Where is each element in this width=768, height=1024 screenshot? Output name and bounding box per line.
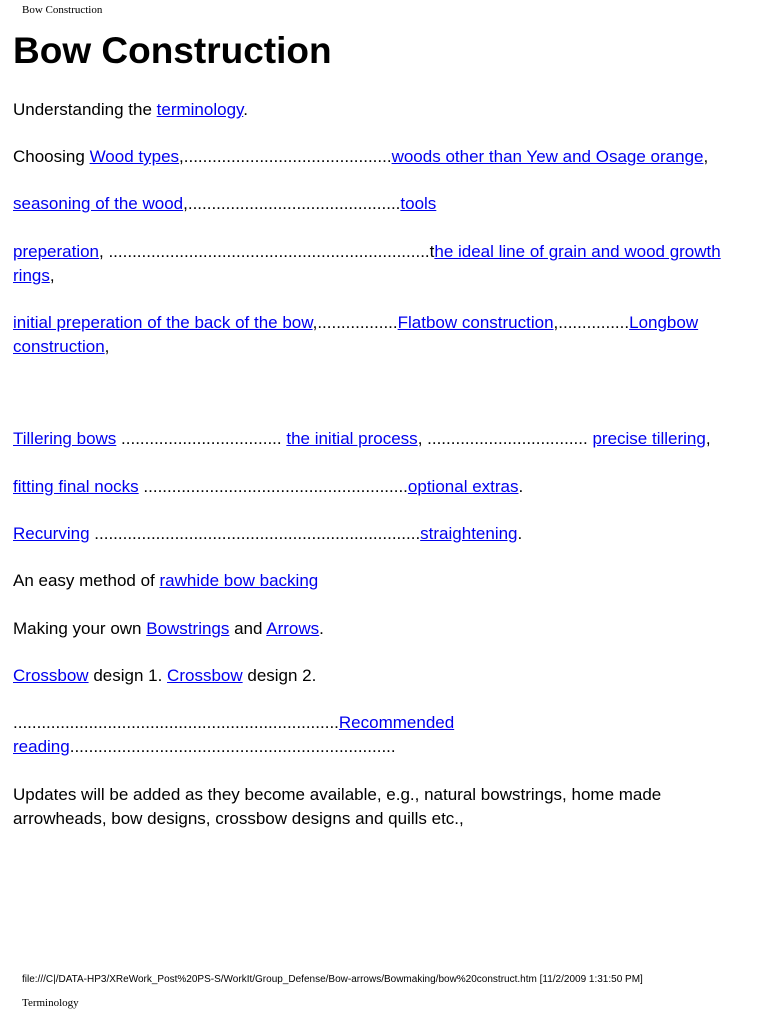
link-grain-line-cont[interactable]: rings — [13, 266, 50, 285]
page-title: Bow Construction — [13, 30, 332, 71]
text: , — [705, 429, 711, 448]
text: Understanding the — [13, 100, 157, 119]
link-final-nocks[interactable]: fitting final nocks — [13, 477, 139, 496]
dot-leader: , ....................................................................t — [99, 242, 435, 261]
text: , — [49, 266, 55, 285]
link-other-woods[interactable]: woods other than Yew and Osage orange — [391, 147, 704, 166]
link-preperation[interactable]: preperation — [13, 242, 100, 261]
paragraph-back-prep — [13, 311, 698, 359]
link-crossbow-2[interactable]: Crossbow — [167, 666, 243, 685]
link-longbow-cont[interactable]: construction — [13, 337, 105, 356]
text: Making your own — [13, 619, 147, 638]
link-precise-tillering[interactable]: precise tillering — [592, 429, 706, 448]
link-recommended-reading[interactable]: Recommended — [338, 713, 455, 732]
text: design 2. — [242, 666, 317, 685]
link-terminology[interactable]: terminology — [156, 100, 244, 119]
dot-leader: ,................. — [312, 313, 398, 332]
text: An easy method of — [13, 571, 160, 590]
paragraph-seasoning — [13, 192, 436, 216]
dot-leader: .................................. — [116, 429, 287, 448]
link-flatbow[interactable]: Flatbow construction — [397, 313, 554, 332]
link-optional-extras[interactable]: optional extras — [407, 477, 519, 496]
link-tools[interactable]: tools — [400, 194, 437, 213]
text: , — [104, 337, 110, 356]
paragraph-preperation — [13, 240, 721, 288]
dot-leader: ..................................................................... — [69, 737, 396, 756]
dot-leader: ..................................................................... — [13, 713, 339, 732]
updates-line-2: arrowheads, bow designs, crossbow designs and quills etc., — [13, 809, 464, 828]
paragraph-recurving — [13, 522, 522, 546]
link-arrows[interactable]: Arrows — [266, 619, 320, 638]
text: . — [319, 619, 324, 638]
running-header: Bow Construction — [22, 4, 103, 16]
paragraph-reading — [13, 711, 454, 759]
dot-leader: ........................................................ — [138, 477, 408, 496]
updates-line-1: Updates will be added as they become available, e.g., natural bowstrings, home made — [13, 785, 662, 804]
footer-file-path: file:///C|/DATA-HP3/XReWork_Post%20PS-S/WorkIt/Group_Defense/Bow-arrows/Bowmaking/bow%20construct.htm [11/2/2009 1:31:50 PM] — [22, 974, 643, 985]
text: , — [703, 147, 709, 166]
paragraph-crossbow — [13, 664, 316, 688]
text: and — [229, 619, 267, 638]
link-wood-types[interactable]: Wood types — [89, 147, 180, 166]
footer-next-title: Terminology — [22, 997, 79, 1009]
paragraph-wood-types — [13, 145, 708, 169]
dot-leader: ,............................................. — [183, 194, 401, 213]
dot-leader: ,............................................ — [179, 147, 392, 166]
link-crossbow-1[interactable]: Crossbow — [13, 666, 89, 685]
text: . — [243, 100, 249, 119]
text: . — [517, 524, 523, 543]
link-back-preperation[interactable]: initial preperation of the back of the bow — [13, 313, 313, 332]
link-grain-line[interactable]: he ideal line of grain and wood growth — [434, 242, 721, 261]
link-recommended-reading-cont[interactable]: reading — [13, 737, 70, 756]
link-bowstrings[interactable]: Bowstrings — [146, 619, 230, 638]
dot-leader: ..................................................................... — [89, 524, 421, 543]
dot-leader: , .................................. — [417, 429, 593, 448]
link-longbow[interactable]: Longbow — [629, 313, 699, 332]
paragraph-updates — [13, 783, 661, 831]
text: . — [518, 477, 524, 496]
link-tillering-bows[interactable]: Tillering bows — [13, 429, 117, 448]
link-seasoning[interactable]: seasoning of the wood — [13, 194, 184, 213]
link-straightening[interactable]: straightening — [420, 524, 518, 543]
dot-leader: ,............... — [553, 313, 630, 332]
link-recurving[interactable]: Recurving — [13, 524, 90, 543]
paragraph-bowstrings — [13, 617, 324, 641]
paragraph-tillering — [13, 427, 711, 451]
paragraph-rawhide — [13, 569, 318, 593]
paragraph-nocks — [13, 475, 523, 499]
text: Choosing — [13, 147, 90, 166]
link-initial-process[interactable]: the initial process — [286, 429, 418, 448]
link-rawhide-backing[interactable]: rawhide bow backing — [159, 571, 319, 590]
paragraph-terminology — [13, 98, 248, 122]
text: design 1. — [88, 666, 168, 685]
